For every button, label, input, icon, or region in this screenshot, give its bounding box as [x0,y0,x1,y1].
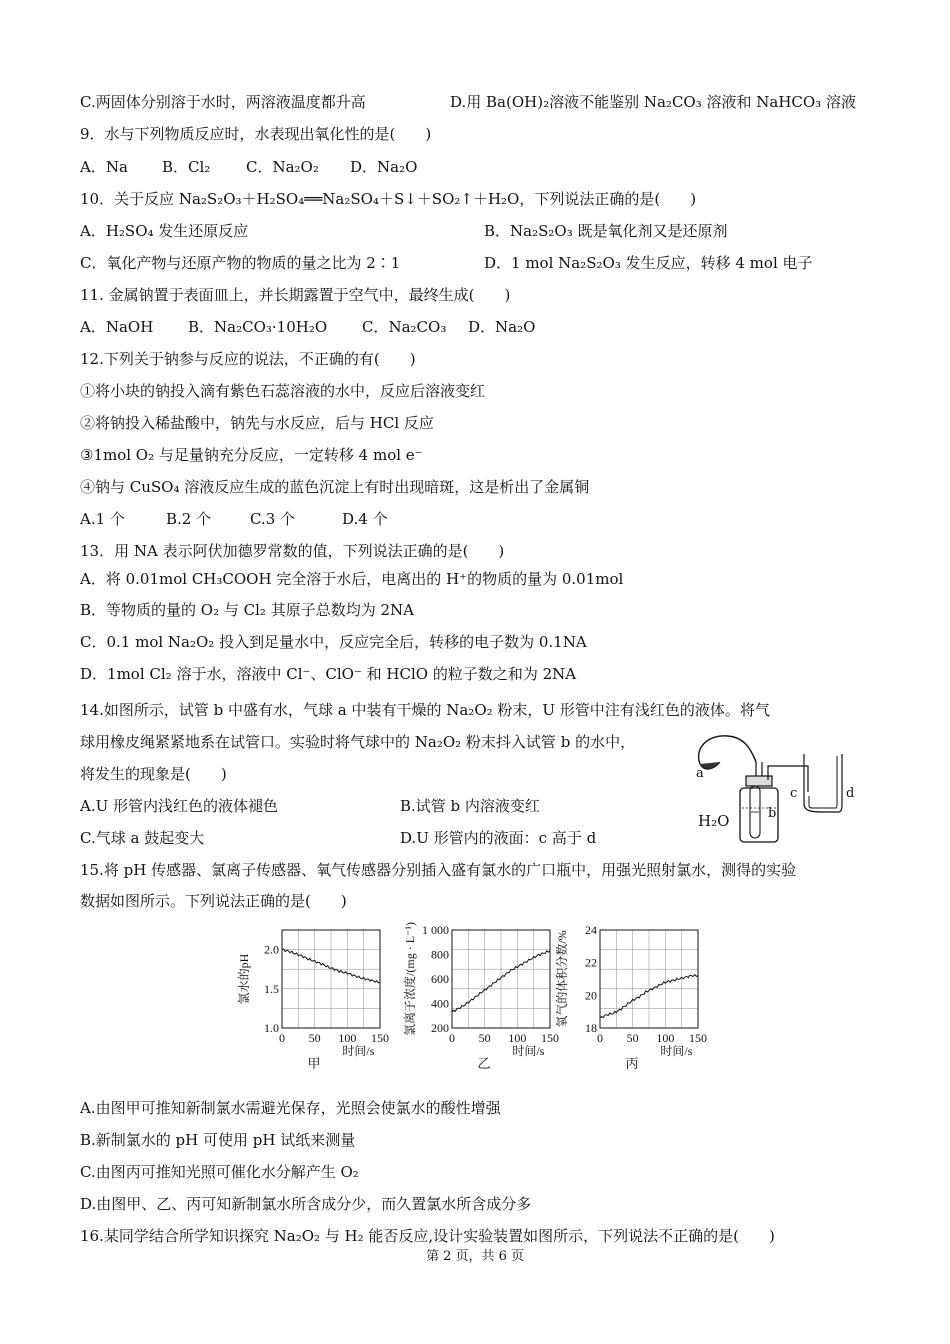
q10-option-b: B．Na₂S₂O₃ 既是氧化剂又是还原剂 [484,222,728,240]
y-tick-label: 800 [431,947,449,962]
y-axis-label: 氯离子浓度/(mg · L⁻¹) [403,922,417,1036]
q13-option-c: C．0.1 mol Na₂O₂ 投入到足量水中，反应完全后，转移的电子数为 0.1NA [80,633,587,651]
y-tick-label: 1.0 [264,1021,279,1035]
q12-item-3: ③1mol O₂ 与足量钠充分反应，一定转移 4 mol e⁻ [80,446,423,464]
q13-stem: 13．用 NA 表示阿伏加德罗常数的值，下列说法正确的是( ) [80,542,505,560]
q15-option-a: A.由图甲可推知新制氯水需避光保存，光照会使氯水的酸性增强 [80,1099,501,1117]
q14-stem-line2: 球用橡皮绳紧紧地系在试管口。实验时将气球中的 Na₂O₂ 粉末抖入试管 b 的水中， [80,733,636,751]
q14-label-d: d [846,786,855,801]
y-axis-label: 氯水的pH [237,953,251,1005]
x-tick-label: 150 [541,1031,559,1045]
q12-option-c: C.3 个 [250,510,296,528]
u-tube [804,754,842,812]
x-axis-label: 时间/s [342,1044,375,1058]
q14-option-b: B.试管 b 内溶液变红 [400,797,540,815]
page-footer: 第 2 页，共 6 页 [425,1249,525,1264]
y-tick-label: 20 [585,988,597,1003]
q16-stem: 16.某同学结合所学知识探究 Na₂O₂ 与 H₂ 能否反应,设计实验装置如图所示，下列说法不正确的是( ) [80,1227,775,1245]
x-tick-label: 150 [689,1031,707,1045]
q14-label-c: c [790,786,798,801]
q15-option-c: C.由图丙可推知光照可催化水分解产生 O₂ [80,1163,359,1181]
q15-stem-line1: 15.将 pH 传感器、氯离子传感器、氧气传感器分别插入盛有氯水的广口瓶中，用强光照射氯水，测得的实验 [80,861,797,879]
q14-option-a: A.U 形管内浅红色的液体褪色 [80,797,279,815]
x-tick-label: 100 [338,1031,357,1045]
y-tick-label: 2.0 [264,942,279,957]
q12-option-d: D.4 个 [342,510,388,528]
chart-panel-name: 甲 [307,1056,321,1071]
q14-option-c: C.气球 a 鼓起变大 [80,829,205,847]
x-axis-label: 时间/s [512,1044,545,1058]
x-tick-label: 50 [626,1031,639,1045]
q9-option-b: B．Cl₂ [162,158,211,176]
q10-option-c: C．氧化产物与还原产物的物质的量之比为 2∶1 [80,254,401,272]
q15-charts [220,920,740,1080]
q9-option-d: D．Na₂O [350,158,418,176]
q9-option-c: C．Na₂O₂ [246,158,319,176]
q11-option-d: D．Na₂O [468,318,536,336]
q9-stem: 9．水与下列物质反应时，水表现出氧化性的是( ) [80,125,432,143]
q12-item-2: ②将钠投入稀盐酸中，钠先与水反应，后与 HCl 反应 [80,414,434,432]
q15-stem-line2: 数据如图所示。下列说法正确的是( ) [80,892,347,910]
x-tick-label: 0 [449,1031,455,1045]
q12-option-a: A.1 个 [80,510,125,528]
x-tick-label: 100 [508,1031,527,1045]
y-tick-label: 400 [431,996,449,1011]
q10-option-a: A．H₂SO₄ 发生还原反应 [80,222,249,240]
q11-stem: 11. 金属钠置于表面皿上，并长期露置于空气中，最终生成( ) [80,286,511,304]
q14-label-water: H₂O [698,812,730,830]
y-tick-label: 1 000 [422,923,449,937]
q11-option-a: A．NaOH [80,318,154,336]
q9-option-a: A．Na [80,158,128,176]
q13-option-a: A．将 0.01mol CH₃COOH 完全溶于水后，电离出的 H⁺的物质的量为 0.01mol [80,570,624,588]
x-tick-label: 150 [371,1031,389,1045]
y-tick-label: 22 [585,955,597,970]
q12-option-b: B.2 个 [166,510,212,528]
q10-stem: 10．关于反应 Na₂S₂O₃＋H₂SO₄══Na₂SO₄＋S↓＋SO₂↑＋H₂O，下列说法正确的是( ) [80,190,697,208]
q15-option-b: B.新制氯水的 pH 可使用 pH 试纸来测量 [80,1131,356,1149]
q14-label-a: a [696,766,704,781]
q13-option-b: B．等物质的量的 O₂ 与 Cl₂ 其原子总数均为 2NA [80,601,414,619]
q10-option-d: D．1 mol Na₂S₂O₃ 发生反应，转移 4 mol 电子 [484,254,813,272]
y-tick-label: 18 [585,1021,597,1035]
x-tick-label: 0 [279,1031,285,1045]
y-tick-label: 24 [585,923,597,937]
q12-item-4: ④钠与 CuSO₄ 溶液反应生成的蓝色沉淀上有时出现暗斑，这是析出了金属铜 [80,478,590,496]
x-tick-label: 50 [308,1031,321,1045]
x-tick-label: 0 [597,1031,603,1045]
q12-item-1: ①将小块的钠投入滴有紫色石蕊溶液的水中，反应后溶液变红 [80,382,486,400]
y-tick-label: 1.5 [264,981,279,996]
x-axis-label: 时间/s [660,1044,693,1058]
q14-stem-line3: 将发生的现象是( ) [80,765,227,783]
chart-panel-name: 乙 [477,1056,491,1071]
q11-option-c: C．Na₂CO₃ [362,318,447,336]
chart-panel-name: 丙 [625,1056,639,1071]
y-tick-label: 200 [431,1021,449,1035]
q15-option-d: D.由图甲、乙、丙可知新制氯水所含成分少，而久置氯水所含成分多 [80,1195,532,1213]
q11-option-b: B．Na₂CO₃·10H₂O [188,318,328,336]
q9-options [80,157,880,177]
x-tick-label: 50 [478,1031,491,1045]
q14-stem-line1: 14.如图所示，试管 b 中盛有水，气球 a 中装有干燥的 Na₂O₂ 粉末，U 形管中注有浅红色的液体。将气 [80,701,770,719]
q8-option-d: D.用 Ba(OH)₂溶液不能鉴别 Na₂CO₃ 溶液和 NaHCO₃ 溶液 [450,93,856,111]
y-axis-label: 氧气的体积分数/% [555,930,569,1028]
q8-option-c: C.两固体分别溶于水时，两溶液温度都升高 [80,93,366,111]
q14-label-b: b [768,806,777,821]
x-tick-label: 100 [656,1031,675,1045]
y-tick-label: 600 [431,972,449,986]
q13-option-d: D．1mol Cl₂ 溶于水，溶液中 Cl⁻、ClO⁻ 和 HClO 的粒子数之和为 2NA [80,665,577,683]
q12-stem: 12.下列关于钠参与反应的说法，不正确的有( ) [80,350,416,368]
q14-option-d: D.U 形管内的液面：c 高于 d [400,829,597,847]
